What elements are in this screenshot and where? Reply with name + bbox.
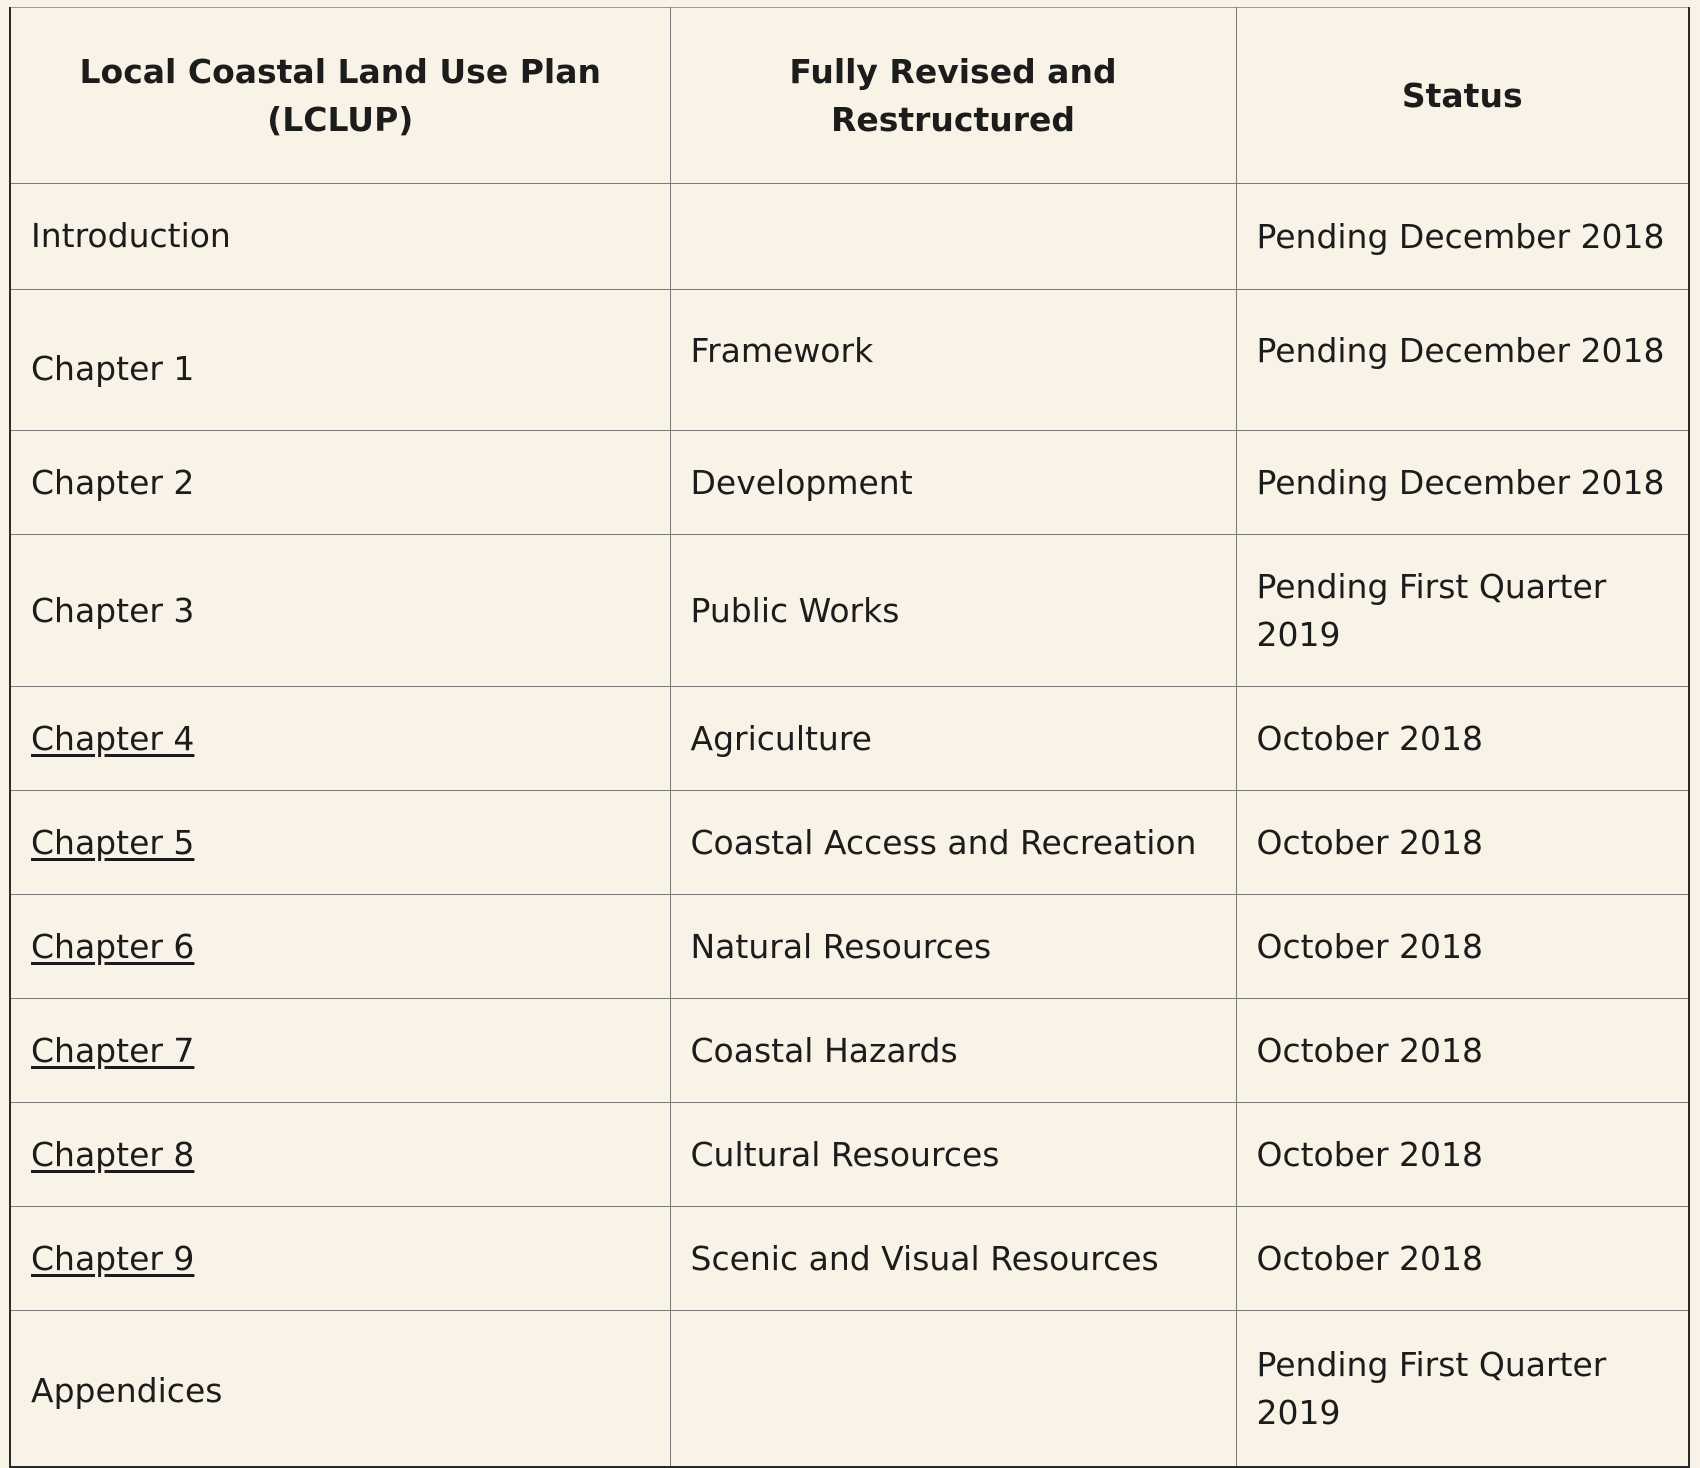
lclup-cell xyxy=(10,1207,670,1311)
chapter-7-link[interactable]: Chapter 7 xyxy=(31,1030,195,1070)
status-cell: October 2018 xyxy=(1236,791,1689,895)
revised-cell xyxy=(670,184,1236,290)
lclup-status-table xyxy=(9,7,1690,1468)
table-row xyxy=(10,791,1689,895)
chapter-6-link[interactable]: Chapter 6 xyxy=(31,926,195,966)
revised-cell: Natural Resources xyxy=(670,895,1236,999)
lclup-cell xyxy=(10,999,670,1103)
lclup-cell xyxy=(10,791,670,895)
header-lclup: Local Coastal Land Use Plan (LCLUP) xyxy=(10,8,670,184)
status-cell: Pending December 2018 xyxy=(1236,290,1689,431)
revised-cell: Public Works xyxy=(670,535,1236,687)
revised-cell: Framework xyxy=(670,290,1236,431)
revised-cell xyxy=(670,1311,1236,1468)
status-cell: October 2018 xyxy=(1236,687,1689,791)
table-row xyxy=(10,999,1689,1103)
revised-cell: Coastal Hazards xyxy=(670,999,1236,1103)
status-cell: October 2018 xyxy=(1236,1207,1689,1311)
table-row xyxy=(10,431,1689,535)
header-status: Status xyxy=(1236,8,1689,184)
table-row xyxy=(10,1311,1689,1468)
status-cell: Pending First Quarter 2019 xyxy=(1236,1311,1689,1468)
status-cell: Pending December 2018 xyxy=(1236,431,1689,535)
table-row xyxy=(10,535,1689,687)
table-row xyxy=(10,687,1689,791)
lclup-cell: Introduction xyxy=(10,184,670,290)
table-row xyxy=(10,1207,1689,1311)
table-row xyxy=(10,1103,1689,1207)
status-cell: Pending First Quarter 2019 xyxy=(1236,535,1689,687)
status-cell: October 2018 xyxy=(1236,1103,1689,1207)
table-row xyxy=(10,184,1689,290)
lclup-cell xyxy=(10,895,670,999)
lclup-cell xyxy=(10,1103,670,1207)
lclup-cell: Chapter 3 xyxy=(10,535,670,687)
lclup-cell: Chapter 1 xyxy=(10,290,670,431)
table-row xyxy=(10,895,1689,999)
chapter-9-link[interactable]: Chapter 9 xyxy=(31,1238,195,1278)
status-cell: October 2018 xyxy=(1236,999,1689,1103)
chapter-8-link[interactable]: Chapter 8 xyxy=(31,1134,195,1174)
chapter-4-link[interactable]: Chapter 4 xyxy=(31,718,195,758)
lclup-cell: Appendices xyxy=(10,1311,670,1468)
status-cell: Pending December 2018 xyxy=(1236,184,1689,290)
revised-cell: Scenic and Visual Resources xyxy=(670,1207,1236,1311)
lclup-cell: Chapter 2 xyxy=(10,431,670,535)
revised-cell: Development xyxy=(670,431,1236,535)
revised-cell: Cultural Resources xyxy=(670,1103,1236,1207)
table-row xyxy=(10,290,1689,431)
lclup-cell xyxy=(10,687,670,791)
chapter-5-link[interactable]: Chapter 5 xyxy=(31,822,195,862)
header-revised: Fully Revised and Restructured xyxy=(670,8,1236,184)
table-header-row xyxy=(10,8,1689,184)
revised-cell: Coastal Access and Recreation xyxy=(670,791,1236,895)
status-cell: October 2018 xyxy=(1236,895,1689,999)
revised-cell: Agriculture xyxy=(670,687,1236,791)
